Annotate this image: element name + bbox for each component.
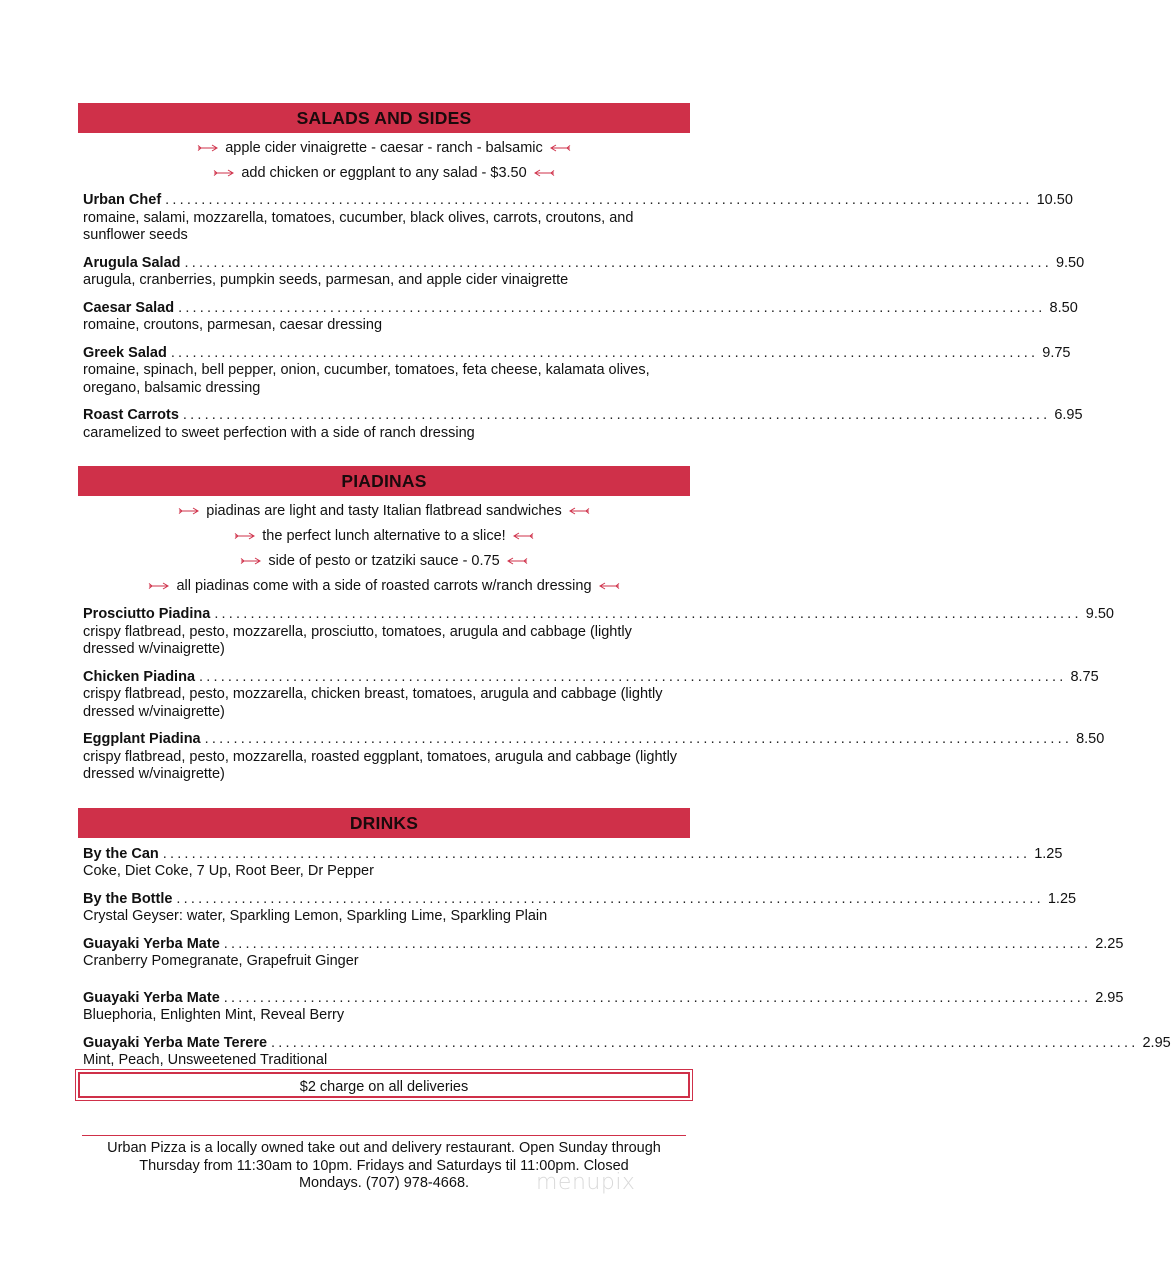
- leader-dots: ........................................................................................................................: [214, 606, 1082, 622]
- arrow-right-icon: [234, 532, 256, 540]
- arrow-right-icon: [148, 582, 170, 590]
- menu-item: By the Bottle ........................................................................................................................ 1.25 Crystal Geyser: water, Sparkling Lemon, Sparkling Lime, Sparkling Plain: [83, 890, 1077, 924]
- arrow-left-icon: [568, 507, 590, 515]
- menu-item: Eggplant Piadina ........................................................................................................................ 8.50 crispy flatbread, pesto, mozzarella, roasted eggplant, tomatoes, arugula and cabbage (lightly dressed w/vinaigrette): [83, 731, 1105, 782]
- menu-item: Greek Salad ........................................................................................................................ 9.75 romaine, spinach, bell pepper, onion, cucumber, tomatoes, feta cheese, kalamata olives, oregano, balsamic dressing: [83, 344, 1071, 396]
- arrow-right-icon: [213, 169, 235, 177]
- leader-dots: ........................................................................................................................: [170, 344, 1039, 361]
- watermark-logo: menupix: [536, 1170, 636, 1195]
- menu-item: Prosciutto Piadina ........................................................................................................................ 9.50 crispy flatbread, pesto, mozzarella, prosciutto, tomatoes, arugula and cabbage (lightly dressed w/vinaigrette): [83, 606, 1114, 657]
- arrow-left-icon: [506, 557, 528, 565]
- add-protein-note: add chicken or eggplant to any salad - $3.50: [78, 164, 690, 182]
- leader-dots: ........................................................................................................................: [271, 1034, 1139, 1051]
- leader-dots: ........................................................................................................................: [182, 407, 1051, 423]
- arrow-right-icon: [197, 144, 219, 152]
- piadinas-header: PIADINAS: [78, 466, 690, 496]
- leader-dots: ........................................................................................................................: [223, 935, 1092, 952]
- salads-header: SALADS AND SIDES: [78, 103, 690, 133]
- piadina-note: the perfect lunch alternative to a slice!: [78, 527, 690, 545]
- leader-dots: ........................................................................................................................: [178, 299, 1046, 316]
- menu-item: Urban Chef ........................................................................................................................ 10.50 romaine, salami, mozzarella, tomatoes, cucumber, black olives, carrots, croutons, and sunflower seeds: [83, 192, 1073, 243]
- leader-dots: ........................................................................................................................: [165, 192, 1033, 208]
- arrow-left-icon: [512, 532, 534, 540]
- leader-dots: ........................................................................................................................: [223, 989, 1092, 1006]
- arrow-left-icon: [533, 169, 555, 177]
- piadina-note: all piadinas come with a side of roasted carrots w/ranch dressing: [78, 577, 690, 595]
- leader-dots: ........................................................................................................................: [199, 668, 1067, 685]
- drinks-header: DRINKS: [78, 808, 690, 838]
- arrow-left-icon: [549, 144, 571, 152]
- arrow-right-icon: [240, 557, 262, 565]
- menu-item: By the Can ........................................................................................................................ 1.25 Coke, Diet Coke, 7 Up, Root Beer, Dr Pepper: [83, 845, 1063, 879]
- delivery-charge-note: $2 charge on all deliveries: [78, 1072, 690, 1098]
- menu-item: Guayaki Yerba Mate Terere ........................................................................................................................ 2.95 Mint, Peach, Unsweetened Traditional: [83, 1034, 1171, 1068]
- footer-line: Thursday from 11:30am to 10pm. Fridays and Saturdays til 11:00pm. Closed: [139, 1157, 629, 1174]
- menu-item: Chicken Piadina ........................................................................................................................ 8.75 crispy flatbread, pesto, mozzarella, chicken breast, tomatoes, arugula and cabbage (lightly dressed w/vinaigrette): [83, 668, 1099, 720]
- menu-item: Guayaki Yerba Mate ........................................................................................................................ 2.95 Bluephoria, Enlighten Mint, Reveal Berry: [83, 989, 1124, 1023]
- arrow-left-icon: [598, 582, 620, 590]
- menu-item: Caesar Salad ........................................................................................................................ 8.50 romaine, croutons, parmesan, caesar dressing: [83, 299, 1078, 333]
- dressing-note: apple cider vinaigrette - caesar - ranch - balsamic: [78, 139, 690, 157]
- menu-item: Arugula Salad ........................................................................................................................ 9.50 arugula, cranberries, pumpkin seeds, parmesan, and apple cider vinaigrette: [83, 254, 1085, 288]
- menu-item: Guayaki Yerba Mate ........................................................................................................................ 2.25 Cranberry Pomegranate, Grapefruit Ginger: [83, 935, 1124, 969]
- leader-dots: ........................................................................................................................: [176, 890, 1044, 907]
- arrow-right-icon: [178, 507, 200, 515]
- leader-dots: ........................................................................................................................: [204, 731, 1073, 747]
- piadina-note: piadinas are light and tasty Italian flatbread sandwiches: [78, 502, 690, 520]
- leader-dots: ........................................................................................................................: [184, 254, 1052, 271]
- menu-item: Roast Carrots ........................................................................................................................ 6.95 caramelized to sweet perfection with a side of ranch dressing: [83, 407, 1083, 441]
- menu-page: [78, 103, 1171, 1098]
- leader-dots: ........................................................................................................................: [162, 845, 1031, 862]
- footer-line: Urban Pizza is a locally owned take out and delivery restaurant. Open Sunday through: [107, 1140, 661, 1156]
- footer-line: Mondays. (707) 978-4668.: [298, 1175, 470, 1191]
- piadina-note: side of pesto or tzatziki sauce - 0.75: [78, 552, 690, 570]
